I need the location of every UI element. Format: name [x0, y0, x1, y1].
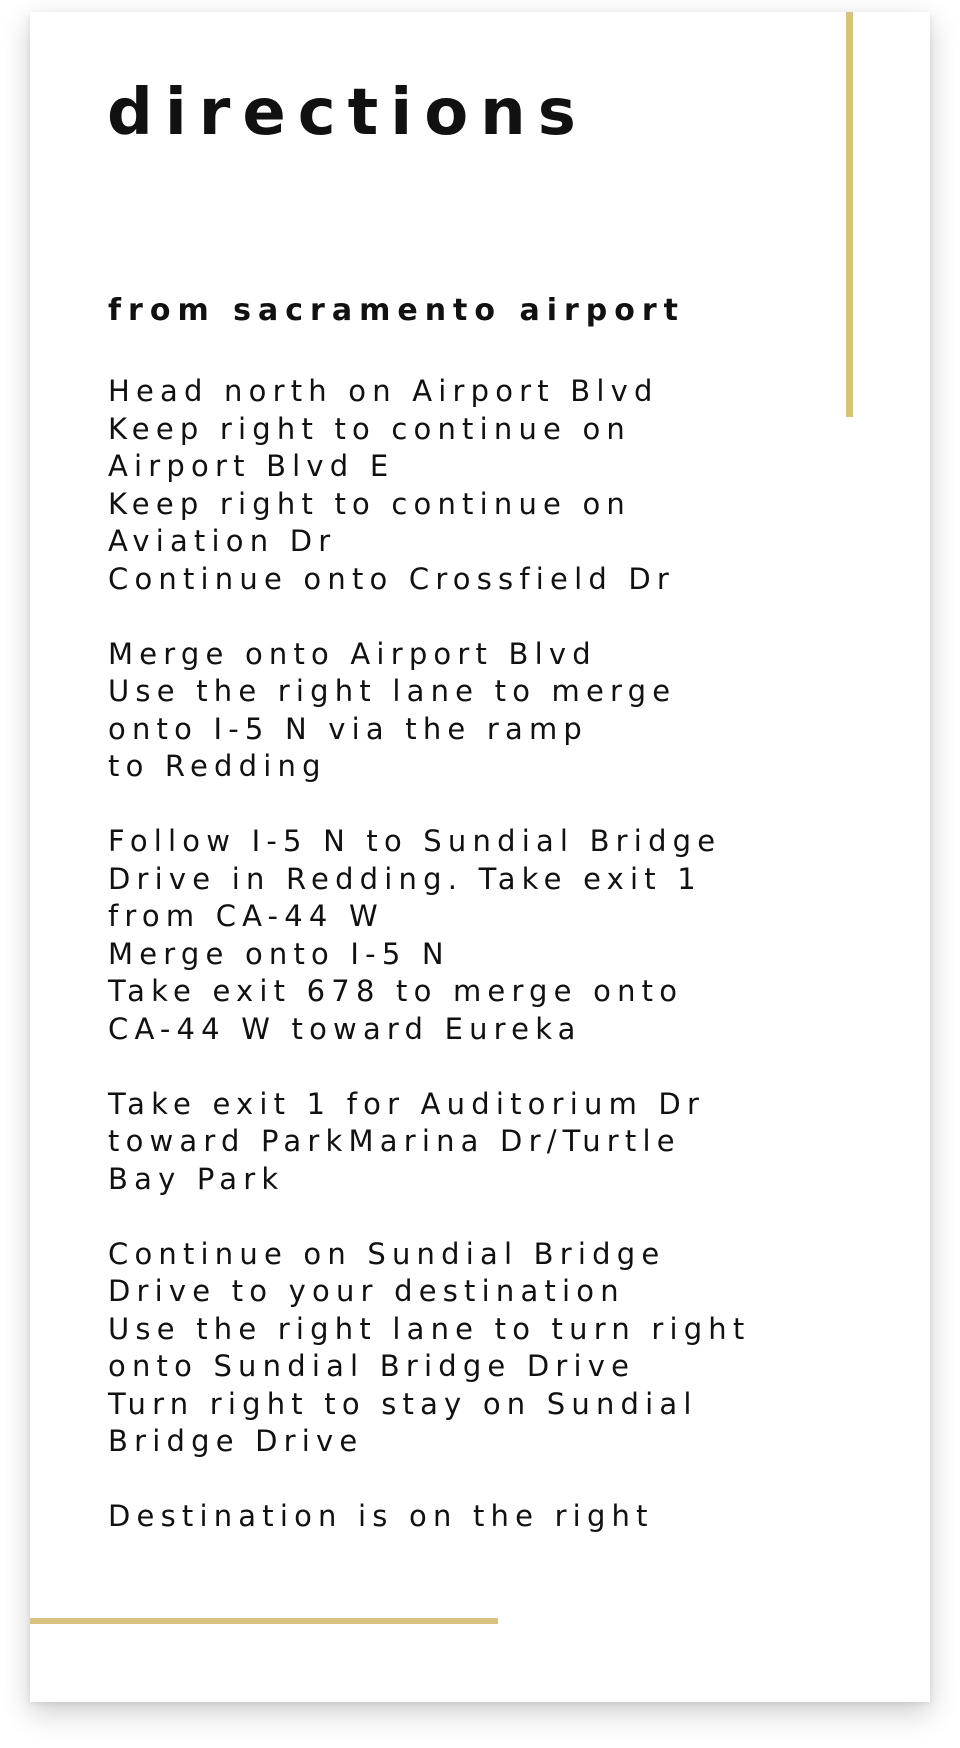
direction-line: Keep right to continue on — [108, 411, 632, 446]
direction-line: Turn right to stay on Sundial — [108, 1386, 698, 1421]
direction-line: onto Sundial Bridge Drive — [108, 1349, 636, 1383]
direction-line: Bay Park — [108, 1161, 285, 1196]
direction-line: Continue onto Crossfield Dr — [108, 561, 676, 596]
direction-line: Drive in Redding. Take exit 1 — [108, 861, 702, 896]
direction-line: Aviation Dr — [108, 524, 337, 558]
direction-line: Take exit 678 to merge onto — [108, 974, 684, 1008]
direction-line: Follow I-5 N to Sundial Bridge — [108, 824, 722, 858]
direction-line: from CA-44 W — [108, 899, 384, 933]
directions-paragraph-1 — [108, 373, 868, 598]
directions-steps — [108, 373, 868, 1573]
page-title: directions — [107, 76, 588, 150]
direction-line: Use the right lane to turn right — [108, 1311, 751, 1346]
direction-line: Merge onto I-5 N — [108, 936, 450, 971]
direction-line: CA-44 W toward Eureka — [108, 1011, 582, 1046]
direction-line: toward ParkMarina Dr/Turtle — [108, 1124, 681, 1158]
directions-paragraph-4 — [108, 1086, 868, 1199]
directions-paragraph-6 — [108, 1498, 868, 1536]
direction-line: Bridge Drive — [108, 1424, 364, 1458]
directions-paragraph-2 — [108, 636, 868, 786]
direction-line: onto I-5 N via the ramp — [108, 711, 589, 746]
direction-line: Head north on Airport Blvd — [108, 374, 659, 408]
gold-accent-vertical-line — [846, 12, 853, 417]
direction-line: Airport Blvd E — [108, 449, 395, 483]
direction-line: Use the right lane to merge — [108, 674, 677, 708]
direction-line: Merge onto Airport Blvd — [108, 636, 597, 671]
direction-line: Destination is on the right — [108, 1499, 654, 1533]
directions-paragraph-3 — [108, 823, 868, 1048]
direction-line: Drive to your destination — [108, 1274, 625, 1308]
direction-line: Take exit 1 for Auditorium Dr — [108, 1086, 706, 1121]
directions-paragraph-5 — [108, 1236, 868, 1461]
directions-card — [30, 12, 930, 1702]
gold-accent-horizontal-line — [30, 1618, 498, 1624]
section-subtitle: from sacramento airport — [108, 293, 685, 328]
direction-line: to Redding — [108, 749, 327, 783]
direction-line: Keep right to continue on — [108, 486, 632, 521]
direction-line: Continue on Sundial Bridge — [108, 1236, 666, 1271]
